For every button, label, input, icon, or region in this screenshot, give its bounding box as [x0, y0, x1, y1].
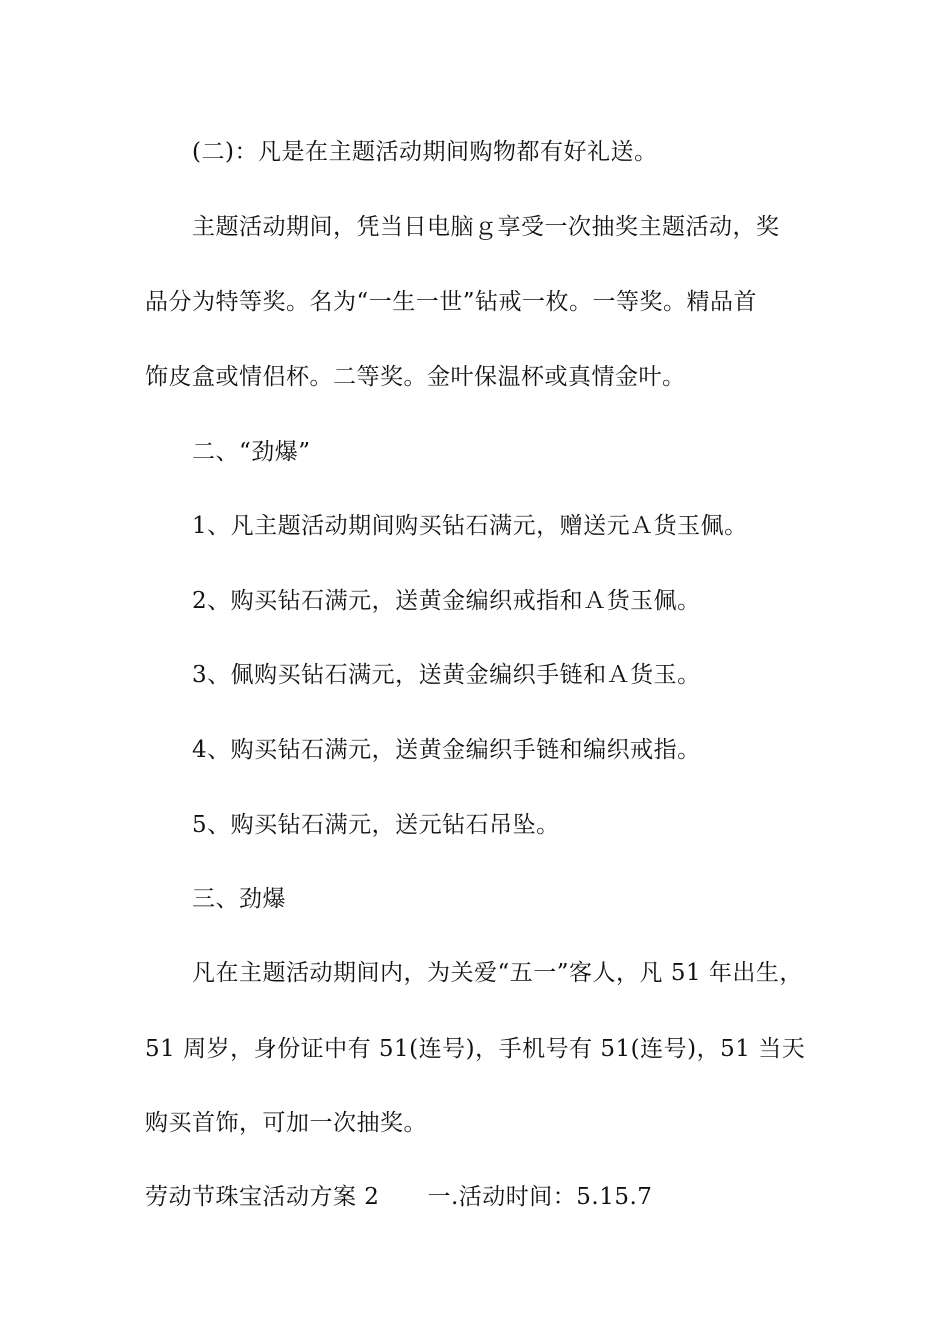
footer-title: 劳动节珠宝活动方案 2	[145, 1184, 380, 1210]
section-heading-2: 二、“劲爆”	[192, 439, 311, 465]
next-section-line	[145, 1182, 652, 1212]
list-item-1: 1、凡主题活动期间购买钻石满元，赠送元Ａ货玉佩。	[192, 513, 748, 539]
footer-subtitle: 一.活动时间：5.15.7	[427, 1184, 653, 1210]
paragraph-lottery-line-1: 主题活动期间，凭当日电脑ｇ享受一次抽奖主题活动，奖	[192, 214, 780, 240]
list-item-4: 4、购买钻石满元，送黄金编织手链和编织戒指。	[192, 737, 701, 763]
list-item-2: 2、购买钻石满元，送黄金编织戒指和Ａ货玉佩。	[192, 588, 701, 614]
paragraph-gift-line: (二)：凡是在主题活动期间购物都有好礼送。	[192, 139, 658, 165]
list-item-5: 5、购买钻石满元，送元钻石吊坠。	[192, 812, 560, 838]
paragraph-birthday-line-2: 51 周岁，身份证中有 51(连号)，手机号有 51(连号)，51 当天	[145, 1036, 806, 1062]
paragraph-birthday-line-1: 凡在主题活动期间内，为关爱“五一”客人，凡 51 年出生，	[192, 960, 803, 986]
list-item-3: 3、佩购买钻石满元，送黄金编织手链和Ａ货玉。	[192, 662, 701, 688]
paragraph-lottery-line-2: 品分为特等奖。名为“一生一世”钻戒一枚。一等奖。精品首	[145, 289, 758, 315]
paragraph-lottery-line-3: 饰皮盒或情侣杯。二等奖。金叶保温杯或真情金叶。	[145, 364, 686, 390]
section-heading-3: 三、劲爆	[192, 886, 286, 912]
paragraph-birthday-line-3: 购买首饰，可加一次抽奖。	[145, 1110, 427, 1136]
